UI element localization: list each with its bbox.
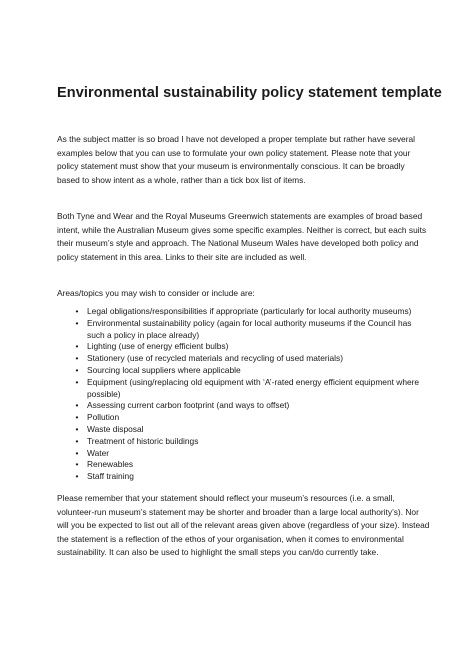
paragraph-line: policy statement must show that your museum is environmentally conscious. It can be broadly [57,161,405,172]
bullet-icon: • [75,447,79,458]
bullet-icon: • [75,471,79,482]
paragraph-line: intent, while the Australian Museum gives some specific examples. Neither is correct, but each suits [57,224,427,235]
bullet-icon: • [75,376,79,387]
list-item-text: Equipment (using/replacing old equipment with ‘A’-rated energy efficient equipment where [87,376,420,387]
list-item-text: such a policy in place already) [87,329,200,340]
bullet-icon: • [75,400,79,411]
list-item-text: Waste disposal [87,423,144,434]
list-item-text: Staff training [87,471,134,482]
intro-paragraph [57,133,419,187]
list-item-text: Pollution [87,412,120,423]
paragraph-line: examples below that you can use to formulate your own policy statement. Please note that your [57,147,411,158]
list-item-text: Sourcing local suppliers where applicable [87,364,241,375]
list-item [57,459,419,471]
list-item [57,448,419,460]
paragraph-line: Please remember that your statement should reflect your museum’s resources (i.e. a small, [57,493,395,503]
bullet-icon: • [75,435,79,446]
paragraph-line: As the subject matter is so broad I have not developed a proper template but rather have several [57,134,416,144]
bullet-icon: • [75,353,79,364]
list-item [57,353,419,365]
areas-list [57,306,419,483]
closing-paragraph [57,492,430,560]
list-item [57,424,419,436]
bullet-icon: • [75,317,79,328]
paragraph-line: the statement is a reflection of the ethos of your organisation, when it comes to environmental [57,533,404,544]
list-item [57,412,419,424]
list-item-text: possible) [87,388,121,399]
paragraph-line: Both Tyne and Wear and the Royal Museums Greenwich statements are examples of broad based [57,211,423,221]
list-item [57,400,419,412]
bullet-icon: • [75,306,79,316]
list-item [57,436,419,448]
document-title: Environmental sustainability policy statement template [57,85,442,101]
list-item-text: Treatment of historic buildings [87,435,199,446]
bullet-icon: • [75,423,79,434]
list-item [57,471,419,483]
list-item-text: Water [87,447,110,458]
paragraph-line: Areas/topics you may wish to consider or include are: [57,288,255,298]
bullet-icon: • [75,341,79,352]
list-item-text: Environmental sustainability policy (again for local authority museums if the Council has [87,317,412,328]
list-item-text: Lighting (use of energy efficient bulbs) [87,341,229,352]
paragraph-line: will you be expected to list out all of the relevant areas given above (regardless of your size). Instead [57,520,430,531]
list-item-text: Stationery (use of recycled materials and recycling of used materials) [87,353,344,364]
list-item [57,377,419,401]
paragraph-line: based to show intent as a whole, rather than a tick box list of items. [57,174,306,185]
paragraph-line: their museum’s style and approach. The National Museum Wales have developed both policy and [57,238,419,249]
list-item-text: Legal obligations/responsibilities if appropriate (particularly for local authority museums) [87,306,412,316]
paragraph-line: volunteer-run museum’s statement may be shorter and broader than a large local authority’s). Nor [57,506,419,517]
bullet-icon: • [75,459,79,470]
examples-paragraph [57,210,427,264]
list-item-text: Assessing current carbon footprint (and ways to offset) [87,400,290,411]
areas-intro [57,287,419,301]
bullet-icon: • [75,412,79,423]
list-item [57,341,419,353]
list-item [57,318,419,342]
paragraph-line: policy statement in this area. Links to their site are included as well. [57,251,307,262]
list-item-text: Renewables [87,459,134,470]
list-item [57,365,419,377]
list-item [57,306,419,318]
paragraph-line: sustainability. It can also be used to highlight the small steps you can/do currently take. [57,547,379,558]
bullet-icon: • [75,364,79,375]
